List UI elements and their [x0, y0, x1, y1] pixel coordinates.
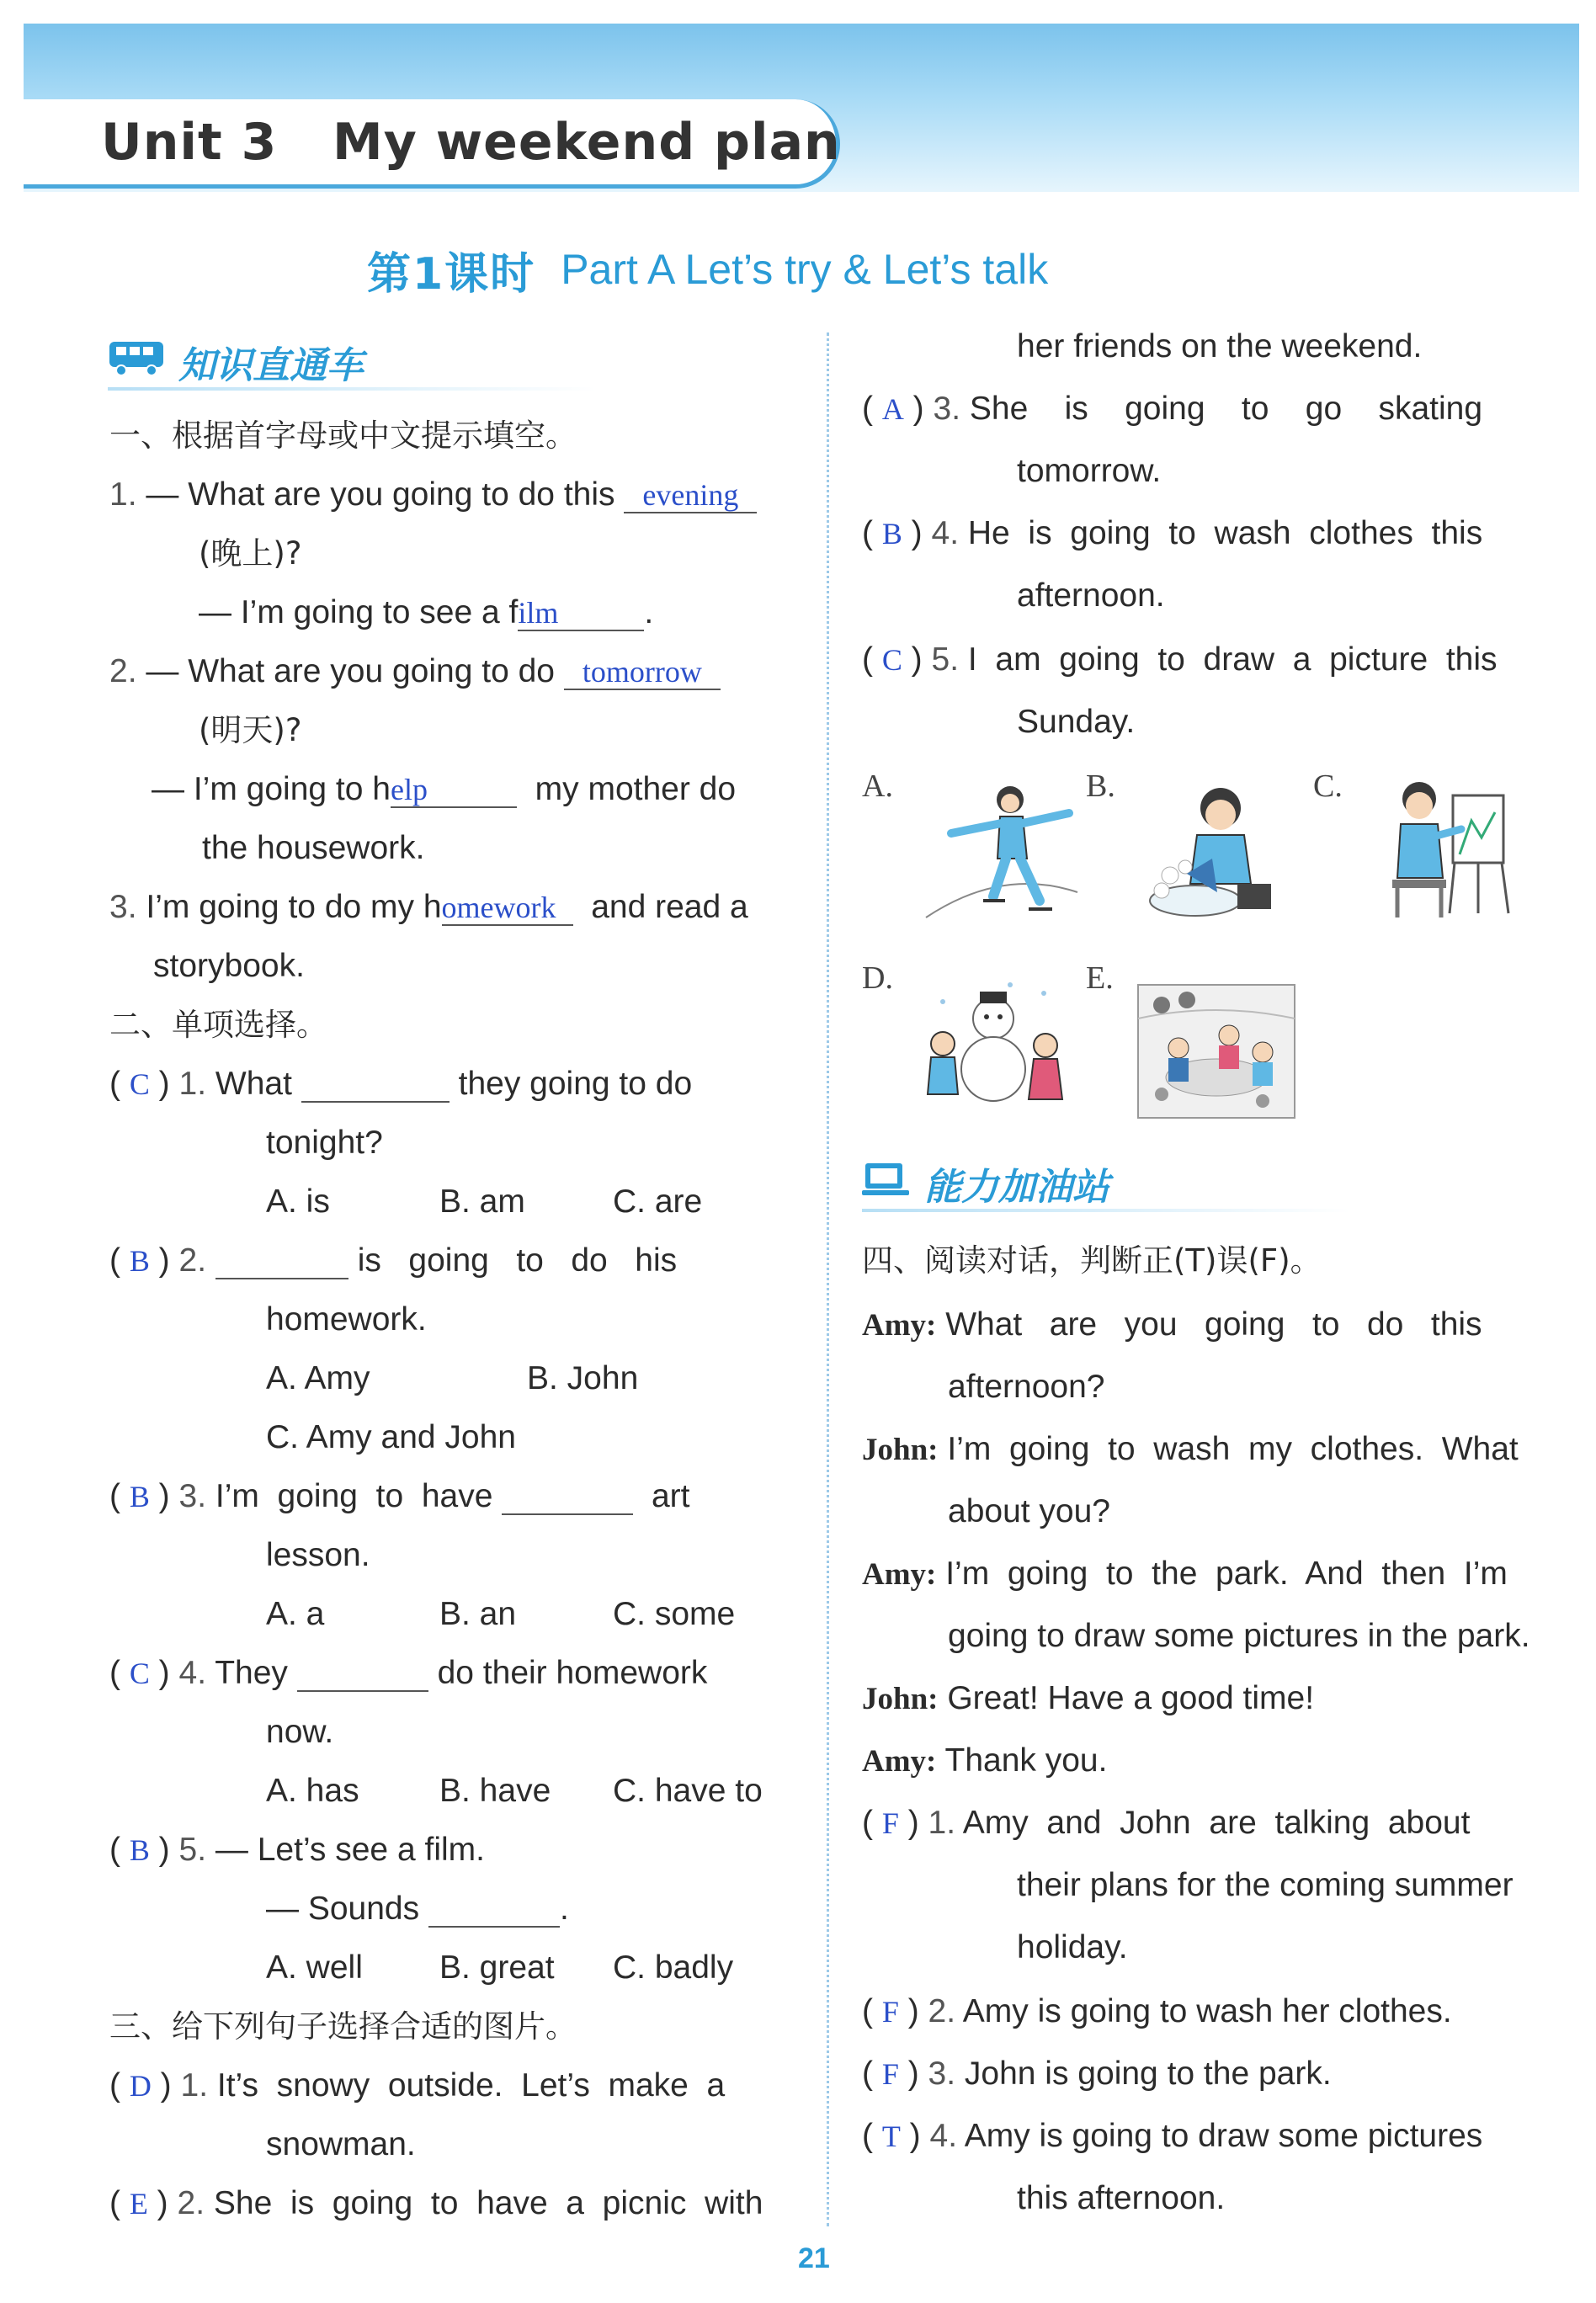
lesson-heading — [367, 236, 1048, 303]
q1-item2-hint: (明天)? — [199, 712, 302, 748]
q3-item4: ( B ) 4. He is going to wash clothes this — [862, 515, 1483, 551]
q3-item2-line2: her friends on the weekend. — [1017, 328, 1423, 364]
q4-item1-line3: holiday. — [1017, 1929, 1128, 1965]
bus-icon — [108, 338, 167, 386]
q1-item1-line2 — [199, 589, 653, 636]
q1-item1-period: . — [644, 594, 654, 630]
q3-item5-number: 5. — [931, 641, 960, 678]
q3-item1-sentence: It’s snowy outside. Let’s make a — [216, 2067, 726, 2104]
q2-item1-option-a: A. is — [266, 1183, 330, 1220]
q2-item4-blank — [297, 1657, 428, 1692]
q2-item5-period: . — [559, 1891, 569, 1927]
q3-item3-sentence: She is going to go skating — [969, 391, 1483, 427]
q2-item1-options — [266, 1178, 702, 1226]
q1-item1-question: — What are you going to do this — [146, 476, 615, 513]
dialogue-text: I’m going to the park. And then I’m — [945, 1556, 1508, 1592]
picture-a-skating — [918, 774, 1086, 929]
dialogue-speaker: John: — [862, 1682, 939, 1716]
q2-title: 二、单项选择。 — [109, 1007, 327, 1043]
q2-item4-number: 4. — [178, 1655, 207, 1691]
q4-item3-statement: John is going to the park. — [964, 2056, 1332, 2092]
q2-item4-stem-end: do their homework — [437, 1655, 708, 1691]
q2-item3-options — [266, 1591, 735, 1638]
picture-d-snowman — [909, 968, 1077, 1123]
q4-item2: ( F ) 2. Amy is going to wash her clothes. — [862, 1993, 1452, 2029]
picture-b-washing — [1136, 774, 1288, 929]
q2-item2-stem: is going to do his — [357, 1242, 678, 1279]
q3-item3: ( A ) 3. She is going to go skating — [862, 391, 1483, 427]
q1-item2-line3: the housework. — [202, 830, 425, 866]
q2-item2-option-c: C. Amy and John — [266, 1419, 516, 1455]
q1-item2-blank2 — [391, 773, 517, 808]
q2-item4-answer: C — [129, 1657, 150, 1690]
section-ability-underline — [862, 1209, 1350, 1212]
q4-item4: ( T ) 4. Amy is going to draw some pictures — [862, 2118, 1483, 2154]
q4-item4-number: 4. — [929, 2118, 958, 2154]
q1-item2-reply: — I’m going to h — [152, 771, 391, 807]
q2-item3-stem: I’m going to have — [215, 1478, 493, 1514]
q2-item2-option-a: A. Amy — [266, 1360, 370, 1396]
q2-item1-option-c: C. are — [613, 1183, 703, 1220]
q4-item3-answer: F — [881, 2057, 899, 2091]
q4-item4-answer: T — [881, 2120, 901, 2153]
q2-item3-option-b: B. an — [439, 1596, 517, 1632]
q1-item3-sentence: I’m going to do my h — [146, 889, 442, 925]
q2-item3-stem-end: art — [651, 1478, 690, 1514]
lesson-number: 第1课时 — [367, 248, 536, 300]
q4-item2-statement: Amy is going to wash her clothes. — [962, 1993, 1452, 2029]
q2-item5-line2 — [266, 1885, 569, 1933]
q3-title: 三、给下列句子选择合适的图片。 — [109, 2008, 577, 2045]
q2-item3-number: 3. — [178, 1478, 207, 1514]
q2-item5-answer: B — [129, 1833, 150, 1867]
q4-item3: ( F ) 3. John is going to the park. — [862, 2056, 1332, 2092]
q2-item4-options — [266, 1768, 763, 1815]
q1-item2-blank — [564, 655, 721, 690]
q2-item4-stem: They — [215, 1655, 288, 1691]
computer-icon — [862, 1160, 912, 1208]
q1-item2-reply-end: my mother do — [535, 771, 737, 807]
q2-item1-answer: C — [129, 1067, 150, 1101]
q4-item1-line2: their plans for the coming summer — [1017, 1867, 1514, 1903]
q2-item3-blank — [502, 1480, 633, 1515]
q2-item2: ( B ) 2. is going to do his — [109, 1242, 678, 1279]
q1-item1-number: 1. — [109, 476, 137, 513]
dialogue-text: I’m going to wash my clothes. What — [947, 1431, 1519, 1467]
dialogue-line2 — [862, 1426, 1519, 1474]
q3-item3-number: 3. — [933, 391, 961, 427]
pic-d-label: D. — [862, 960, 893, 996]
q1-item2-answer: tomorrow — [582, 655, 702, 689]
q3-item2: ( E ) 2. She is going to have a picnic with — [109, 2185, 763, 2221]
q4-item1-answer: F — [881, 1806, 899, 1840]
q1-item1-answer2: ilm — [518, 596, 559, 630]
q1-item2-line2 — [152, 766, 736, 813]
q2-item3-option-c: C. some — [613, 1596, 736, 1632]
q2-item1-stem: What — [215, 1066, 292, 1102]
dialogue-text: Thank you. — [944, 1742, 1108, 1779]
section-ability-title: 能力加油站 — [924, 1166, 1109, 1209]
section-knowledge — [108, 335, 364, 389]
q2-item3-line2: lesson. — [266, 1537, 370, 1573]
q2-item4-option-b: B. have — [439, 1773, 551, 1809]
q3-item2-sentence: She is going to have a picnic with — [213, 2185, 763, 2221]
q3-item5-answer: C — [881, 643, 902, 677]
page-number: 21 — [798, 2242, 830, 2274]
q1-item1-line1 — [109, 471, 757, 519]
q3-item5: ( C ) 5. I am going to draw a picture this — [862, 641, 1498, 678]
dialogue-line4 — [862, 1675, 1314, 1723]
dialogue-text: What are you going to do this — [945, 1306, 1482, 1343]
q2-item4-line2: now. — [266, 1714, 334, 1750]
section-knowledge-title: 知识直通车 — [178, 344, 364, 387]
q2-item5-number: 5. — [178, 1832, 207, 1868]
q1-item3-answer: omework — [441, 891, 556, 924]
q2-item5-option-c: C. badly — [613, 1949, 734, 1986]
dialogue-line3-cont: going to draw some pictures in the park. — [948, 1618, 1530, 1654]
q3-item4-answer: B — [881, 517, 902, 550]
q2-item2-number: 2. — [178, 1242, 207, 1279]
q2-item4-option-c: C. have to — [613, 1773, 763, 1809]
column-divider — [827, 332, 829, 2226]
q1-item1-blank2 — [518, 596, 644, 631]
q2-item5-reply: — Sounds — [266, 1891, 420, 1927]
pic-e-label: E. — [1086, 960, 1114, 996]
q4-item1-statement: Amy and John are talking about — [962, 1805, 1471, 1841]
q1-item1-blank — [624, 478, 757, 513]
section-ability — [862, 1157, 1109, 1210]
unit-title: Unit 3 My weekend plan — [101, 113, 841, 172]
q2-item1: ( C ) 1. What they going to do — [109, 1066, 693, 1102]
q2-item5-option-a: A. well — [266, 1949, 363, 1986]
q1-item2-question: — What are you going to do — [146, 653, 555, 689]
q4-item3-number: 3. — [928, 2056, 956, 2092]
q1-item1-answer: evening — [642, 478, 739, 512]
q2-item3-answer: B — [129, 1480, 150, 1513]
q2-item2-line2: homework. — [266, 1301, 427, 1338]
q3-item4-sentence: He is going to wash clothes this — [967, 515, 1483, 551]
q4-item1: ( F ) 1. Amy and John are talking about — [862, 1805, 1471, 1841]
pic-a-label: A. — [862, 769, 893, 804]
q1-item3-line2: storybook. — [153, 948, 305, 984]
section-knowledge-underline — [108, 387, 596, 391]
q1-item2-number: 2. — [109, 653, 137, 689]
q1-item3-line1 — [109, 884, 748, 931]
q2-item1-blank — [301, 1067, 450, 1103]
q3-item5-sentence: I am going to draw a picture this — [967, 641, 1498, 678]
q2-item3-option-a: A. a — [266, 1596, 325, 1632]
q2-item1-number: 1. — [178, 1066, 207, 1102]
dialogue-text: Great! Have a good time! — [947, 1680, 1315, 1716]
q2-item2-blank — [215, 1244, 348, 1279]
picture-c-drawing — [1372, 770, 1515, 933]
q1-item1-hint: (晚上)? — [199, 535, 302, 572]
q3-item3-answer: A — [881, 392, 904, 426]
picture-e-picnic — [1136, 968, 1296, 1123]
q4-item2-answer: F — [881, 1995, 899, 2029]
q3-item4-number: 4. — [931, 515, 960, 551]
q4-item1-number: 1. — [928, 1805, 956, 1841]
q3-item1: ( D ) 1. It’s snowy outside. Let’s make a — [109, 2067, 726, 2104]
q1-item2-answer2: elp — [390, 773, 428, 806]
q1-item3-number: 3. — [109, 889, 137, 925]
q1-title: 一、根据首字母或中文提示填空。 — [109, 418, 577, 454]
q2-item2-answer: B — [129, 1244, 150, 1278]
q3-item5-line2: Sunday. — [1017, 704, 1136, 740]
q2-item5-blank — [428, 1892, 560, 1928]
q2-item1-line2: tonight? — [266, 1125, 383, 1161]
dialogue-speaker: Amy: — [862, 1308, 937, 1343]
dialogue-line2-cont: about you? — [948, 1493, 1111, 1529]
dialogue-line5 — [862, 1737, 1107, 1785]
q3-item1-line2: snowman. — [266, 2126, 416, 2162]
dialogue-speaker: John: — [862, 1433, 939, 1467]
q2-item4: ( C ) 4. They do their homework — [109, 1655, 708, 1691]
q4-item2-number: 2. — [928, 1993, 956, 2029]
q1-item3-sentence-end: and read a — [591, 889, 748, 925]
q3-item4-line2: afternoon. — [1017, 577, 1165, 614]
q2-item5: ( B ) 5. — Let’s see a film. — [109, 1832, 485, 1868]
q4-item4-statement: Amy is going to draw some pictures — [964, 2118, 1483, 2154]
q3-item2-number: 2. — [177, 2185, 205, 2221]
q4-item4-line2: this afternoon. — [1017, 2180, 1226, 2216]
q1-item3-blank — [442, 891, 573, 926]
pic-c-label: C. — [1313, 769, 1343, 804]
q1-item2-line1 — [109, 648, 721, 695]
pic-b-label: B. — [1086, 769, 1115, 804]
q2-item3: ( B ) 3. I’m going to have art — [109, 1478, 690, 1514]
q4-title: 四、阅读对话，判断正(T)误(F)。 — [862, 1242, 1322, 1279]
dialogue-line3 — [862, 1550, 1508, 1598]
q2-item5-stem: — Let’s see a film. — [215, 1832, 485, 1868]
q2-item1-stem-end: they going to do — [458, 1066, 693, 1102]
q3-item1-number: 1. — [180, 2067, 209, 2104]
dialogue-line1-cont: afternoon? — [948, 1369, 1105, 1405]
dialogue-speaker: Amy: — [862, 1744, 937, 1779]
q3-item2-answer: E — [129, 2187, 148, 2221]
q3-item1-answer: D — [129, 2069, 152, 2103]
dialogue-speaker: Amy: — [862, 1557, 937, 1592]
lesson-part: Part A Let’s try & Let’s talk — [561, 246, 1049, 293]
q2-item1-option-b: B. am — [439, 1183, 525, 1220]
q2-item2-options-row1 — [266, 1355, 638, 1402]
q1-item1-reply: — I’m going to see a f — [199, 594, 519, 630]
q2-item4-option-a: A. has — [266, 1773, 359, 1809]
dialogue-line1 — [862, 1301, 1482, 1349]
q3-item3-line2: tomorrow. — [1017, 453, 1162, 489]
q2-item2-option-b: B. John — [527, 1360, 639, 1396]
q2-item5-option-b: B. great — [439, 1949, 555, 1986]
q2-item5-options — [266, 1944, 733, 1992]
